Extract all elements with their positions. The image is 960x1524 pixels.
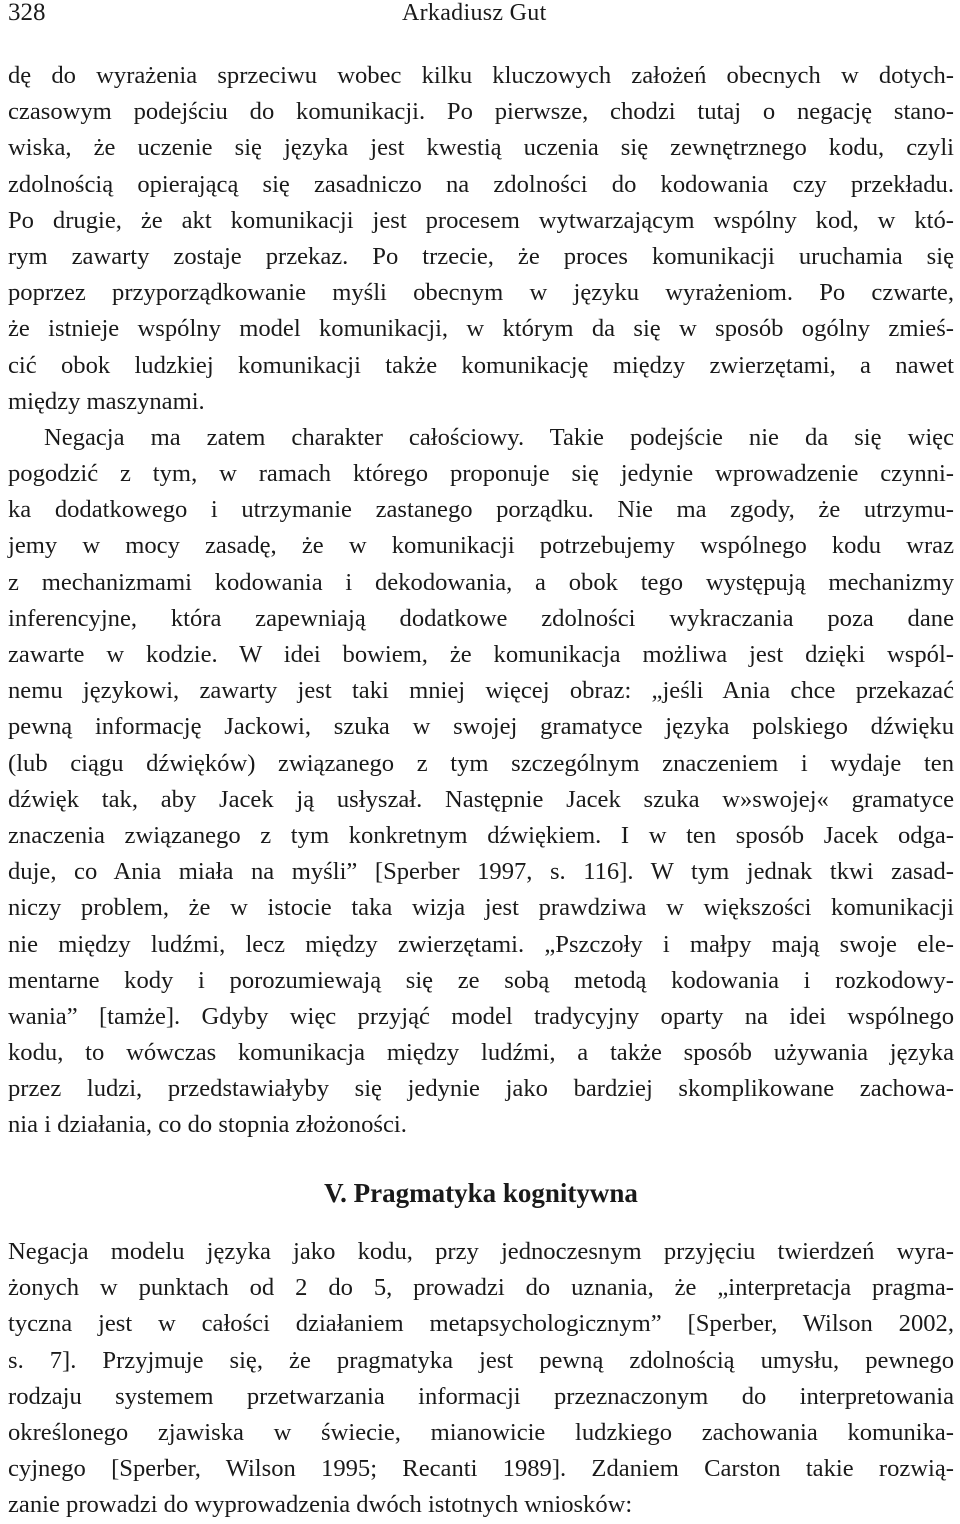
text-line: nie między ludźmi, lecz między zwierzętami. „Pszczoły i małpy mają swoje ele- bbox=[8, 930, 954, 958]
text-line: zawarte w kodzie. W idei bowiem, że komunikacja możliwa jest dzięki wspól- bbox=[8, 641, 954, 668]
page bbox=[8, 0, 954, 1519]
text-line: ka dodatkowego i utrzymanie zastanego porządku. Nie ma zgody, że utrzymu- bbox=[8, 496, 954, 524]
text-line: kodu, to wówczas komunikacja między ludźmi, a także sposób używania języka bbox=[8, 1039, 954, 1067]
text-line: wania” [tamże]. Gdyby więc przyjąć model tradycyjny oparty na idei wspólnego bbox=[8, 1002, 954, 1030]
text-line: czasowym podejściu do komunikacji. Po pierwsze, chodzi tutaj o negację stano- bbox=[8, 98, 954, 126]
text-line: duje, co Ania miała na myśli” [Sperber 1997, s. 116]. W tym jednak tkwi zasad- bbox=[8, 858, 954, 886]
body-text-bottom bbox=[8, 1234, 954, 1524]
text-line: nia i działania, co do stopnia złożoności. bbox=[8, 1111, 407, 1139]
text-line: wiska, że uczenie się języka jest kwestią uczenia się zewnętrznego kodu, czyli bbox=[8, 134, 954, 162]
text-line: że istnieje wspólny model komunikacji, w którym da się w sposób ogólny zmieś- bbox=[8, 315, 954, 343]
body-text-top bbox=[8, 58, 954, 1144]
text-line: rodzaju systemem przetwarzania informacji przeznaczonym do interpretowania bbox=[8, 1382, 954, 1410]
text-line: dźwięk tak, aby Jacek ją usłyszał. Następnie Jacek szuka w»swojej« gramatyce bbox=[8, 785, 954, 813]
text-line: zanie prowadzi do wyprowadzenia dwóch istotnych wniosków: bbox=[8, 1491, 633, 1519]
text-line: rym zawarty zostaje przekaz. Po trzecie, że proces komunikacji uruchamia się bbox=[8, 242, 954, 270]
text-line: cić obok ludzkiej komunikacji także komunikację między zwierzętami, a nawet bbox=[8, 351, 954, 379]
text-line: Negacja ma zatem charakter całościowy. Takie podejście nie da się więc bbox=[44, 423, 954, 451]
text-line: między maszynami. bbox=[8, 387, 205, 415]
text-line: s. 7]. Przyjmuje się, że pragmatyka jest pewną zdolnością umysłu, pewnego bbox=[8, 1346, 954, 1374]
text-line: inferencyjne, która zapewniają dodatkowe zdolności wykraczania poza dane bbox=[8, 604, 954, 632]
text-line: określonego zjawiska w świecie, mianowicie ludzkiego zachowania komunika- bbox=[8, 1418, 954, 1446]
text-line: poprzez przyporządkowanie myśli obecnym w języku wyrażeniom. Po czwarte, bbox=[8, 279, 954, 307]
text-line: przez ludzi, przedstawiałyby się jedynie jako bardziej skomplikowane zachowa- bbox=[8, 1075, 954, 1103]
text-line: nemu językowi, zawarty jest taki mniej więcej obraz: „jeśli Ania chce przekazać bbox=[8, 677, 954, 705]
text-line: tyczna jest w całości działaniem metapsychologicznym” [Sperber, Wilson 2002, bbox=[8, 1310, 954, 1338]
page-header bbox=[8, 0, 954, 42]
section-heading: V. Pragmatyka kognitywna bbox=[324, 1178, 638, 1208]
text-line: z mechanizmami kodowania i dekodowania, a obok tego występują mechanizmy bbox=[8, 568, 954, 596]
text-line: (lub ciągu dźwięków) związanego z tym szczególnym znaczeniem i wydaje ten bbox=[8, 749, 954, 777]
text-line: jemy w mocy zasadę, że w komunikacji potrzebujemy wspólnego kodu wraz bbox=[8, 532, 954, 560]
page-number: 328 bbox=[8, 0, 46, 26]
text-line: mentarne kody i porozumiewają się ze sobą metodą kodowania i rozkodowy- bbox=[8, 966, 954, 994]
text-line: pewną informację Jackowi, szuka w swojej gramatyce języka polskiego dźwięku bbox=[8, 713, 954, 741]
text-line: dę do wyrażenia sprzeciwu wobec kilku kluczowych założeń obecnych w dotych- bbox=[8, 62, 954, 89]
text-line: znaczenia związanego z tym konkretnym dźwiękiem. I w ten sposób Jacek odga- bbox=[8, 821, 954, 849]
text-line: Po drugie, że akt komunikacji jest procesem wytwarzającym wspólny kod, w któ- bbox=[8, 206, 954, 234]
text-line: pogodzić z tym, w ramach którego proponuje się jedynie wprowadzenie czynni- bbox=[8, 460, 954, 488]
text-line: cyjnego [Sperber, Wilson 1995; Recanti 1989]. Zdaniem Carston takie rozwią- bbox=[8, 1455, 954, 1483]
text-line: żonych w punktach od 2 do 5, prowadzi do uznania, że „interpretacja pragma- bbox=[8, 1274, 954, 1302]
text-line: zdolnością opierającą się zasadniczo na zdolności do kodowania czy przekładu. bbox=[8, 170, 954, 198]
text-line: Negacja modelu języka jako kodu, przy jednoczesnym przyjęciu twierdzeń wyra- bbox=[8, 1238, 954, 1265]
running-head-author: Arkadiusz Gut bbox=[402, 0, 547, 26]
text-line: niczy problem, że w istocie taka wizja jest prawdziwa w większości komunikacji bbox=[8, 894, 954, 922]
